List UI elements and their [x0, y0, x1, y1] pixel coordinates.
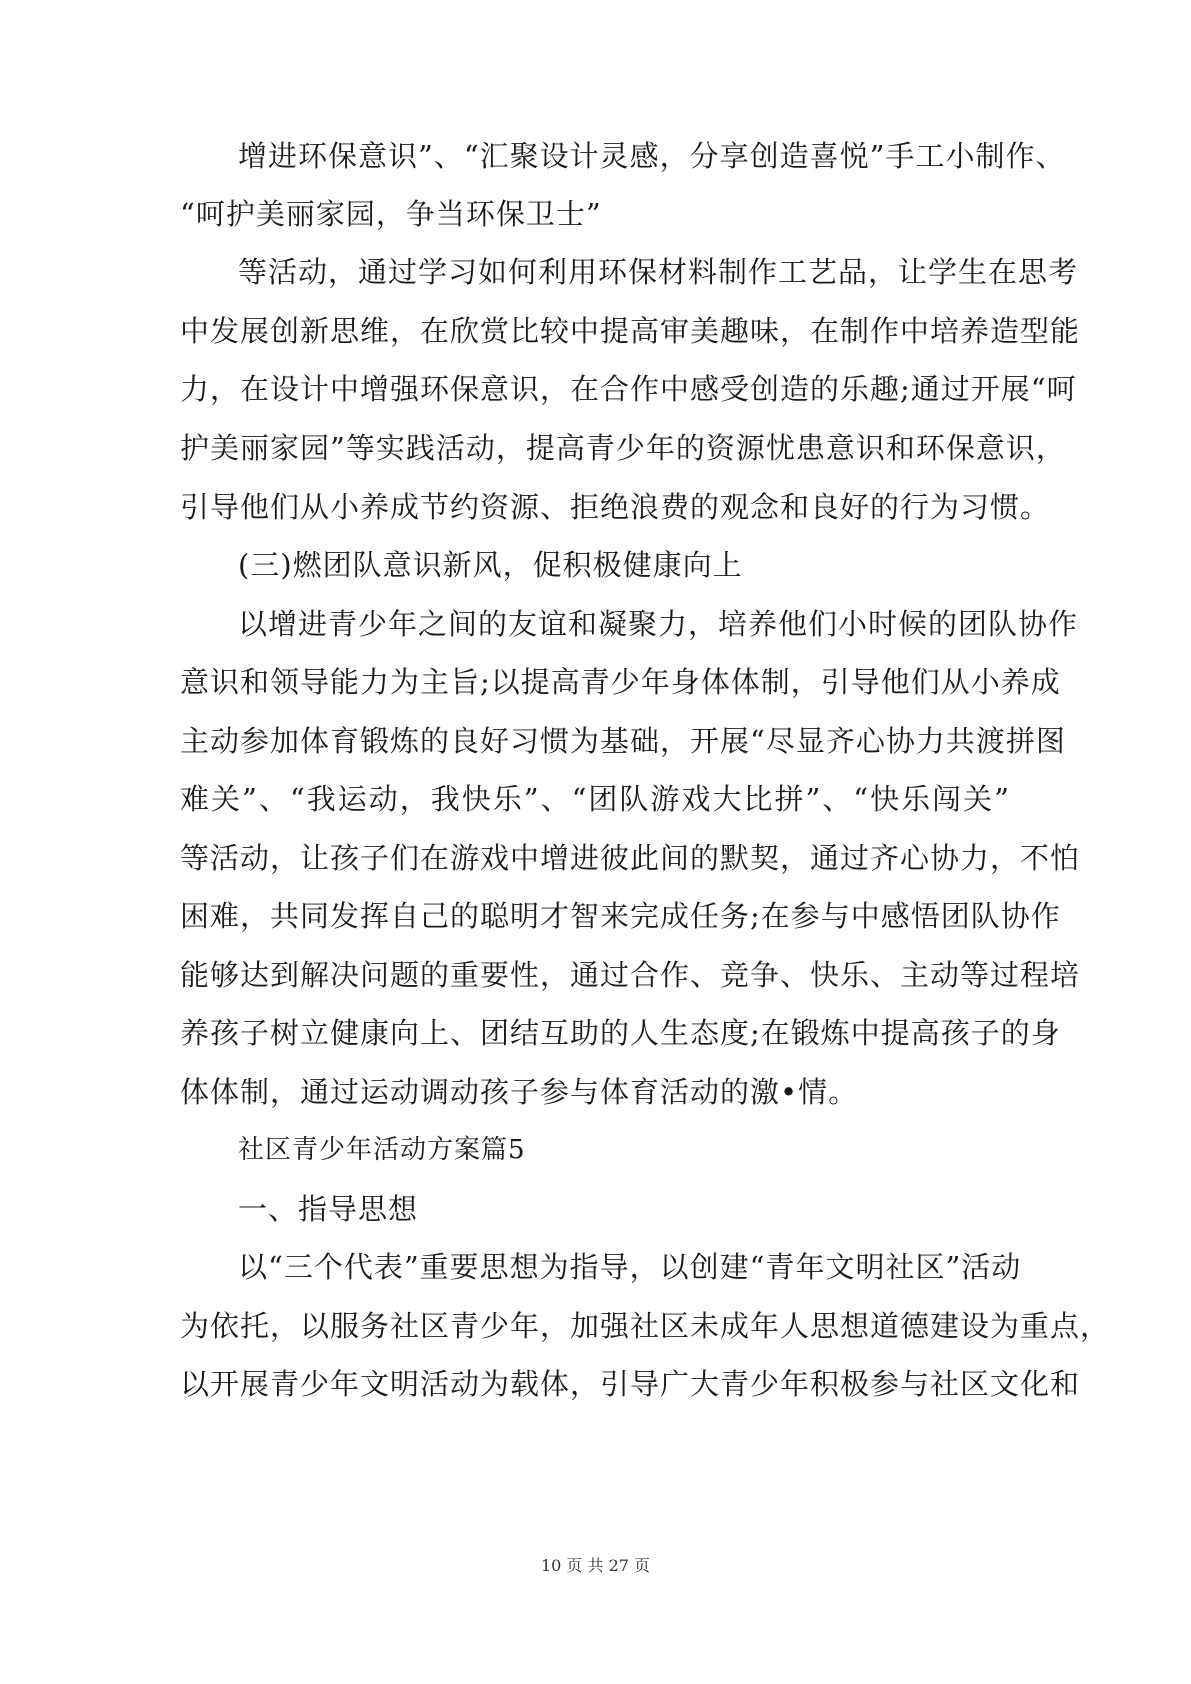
paragraph-line: 主动参加体育锻炼的良好习惯为基础，开展“尽显齐心协力共渡拼图: [180, 724, 1066, 758]
paragraph-line: 能够达到解决问题的重要性，通过合作、竞争、快乐、主动等过程培: [180, 958, 1081, 992]
paragraph-line: 增进环保意识”、“汇聚设计灵感，分享创造喜悦”手工小制作、: [238, 139, 1066, 173]
paragraph-line: 养孩子树立健康向上、团结互助的人生态度;在锻炼中提高孩子的身: [180, 1016, 1061, 1050]
paragraph-line: 中发展创新思维，在欣赏比较中提高审美趣味，在制作中培养造型能: [180, 314, 1081, 348]
section-heading: 一、指导思想: [238, 1192, 419, 1226]
paragraph-line: 以开展青少年文明活动为载体，引导广大青少年积极参与社区文化和: [180, 1367, 1081, 1401]
paragraph-line: 引导他们从小养成节约资源、拒绝浪费的观念和良好的行为习惯。: [180, 490, 1051, 524]
page-number-footer: 10 页 共 27 页: [540, 1556, 651, 1575]
article-title: 社区青少年活动方案篇5: [238, 1135, 526, 1165]
paragraph-line: 等活动，让孩子们在游戏中增进彼此间的默契，通过齐心协力，不怕: [180, 841, 1081, 875]
paragraph-line: 护美丽家园”等实践活动，提高青少年的资源忧患意识和环保意识，: [180, 431, 1066, 465]
paragraph-line: 为依托，以服务社区青少年，加强社区未成年人思想道德建设为重点，: [180, 1309, 1111, 1343]
paragraph-line: “呵护美丽家园，争当环保卫士”: [180, 197, 602, 231]
paragraph-line: 困难，共同发挥自己的聪明才智来完成任务;在参与中感悟团队协作: [180, 899, 1061, 933]
paragraph-line: 难关”、“我运动，我快乐”、“团队游戏大比拼”、“快乐闯关”: [180, 782, 1010, 816]
section-heading: (三)燃团队意识新风，促积极健康向上: [238, 548, 743, 582]
paragraph-line: 以增进青少年之间的友谊和凝聚力，培养他们小时候的团队协作: [238, 607, 1079, 641]
paragraph-line: 等活动，通过学习如何利用环保材料制作工艺品，让学生在思考: [238, 255, 1079, 289]
paragraph-line: 力，在设计中增强环保意识，在合作中感受创造的乐趣;通过开展“呵: [180, 372, 1077, 406]
paragraph-line: 以“三个代表”重要思想为指导，以创建“青年文明社区”活动: [238, 1250, 1022, 1284]
paragraph-line: 意识和领导能力为主旨;以提高青少年身体体制，引导他们从小养成: [180, 665, 1061, 699]
paragraph-line: 体体制，通过运动调动孩子参与体育活动的激•情。: [180, 1075, 859, 1109]
